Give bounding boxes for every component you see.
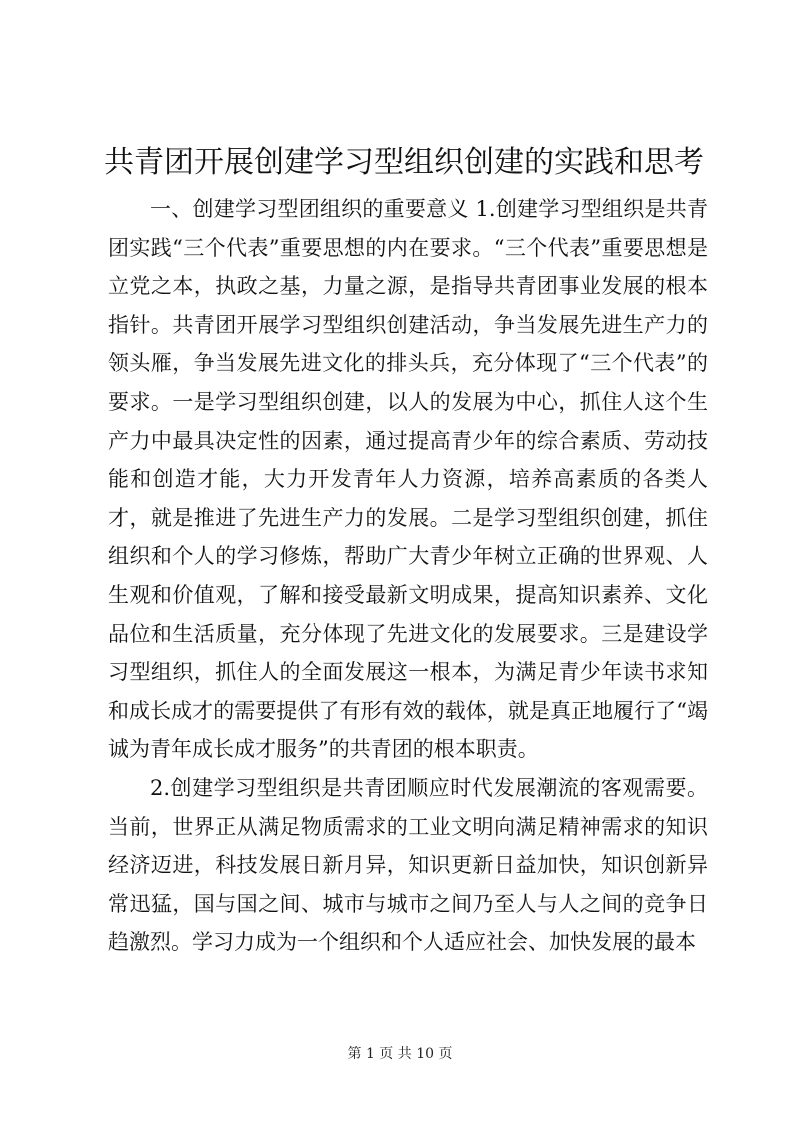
paragraph-1: 一、创建学习型团组织的重要意义 1.创建学习型组织是共青团实践“三个代表”重要思想的内在要求。“三个代表”重要思想是立党之本，执政之基，力量之源，是指导共青团事业发展的根本指针。共青团开展学习型组织创建活动，争当发展先进生产力的领头雁，争当发展先进文化的排头兵，充分体现了“三个代表”的要求。一是学习型组织创建，以人的发展为中心，抓住人这个生产力中最具决定性的因素，通过提高青少年的综合素质、劳动技能和创造才能，大力开发青年人力资源，培养高素质的各类人才，就是推进了先进生产力的发展。二是学习型组织创建，抓住组织和个人的学习修炼，帮助广大青少年树立正确的世界观、人生观和价值观，了解和接受最新文明成果，提高知识素养、文化品位和生活质量，充分体现了先进文化的发展要求。三是建设学习型组织，抓住人的全面发展这一根本，为满足青少年读书求知和成长成才的需要提供了有形有效的载体，就是真正地履行了“竭诚为青年成长成才服务”的共青团的根本职责。 xyxy=(108,197,708,762)
document-title: 共青团开展创建学习型组织创建的实践和思考 xyxy=(104,145,704,180)
page-number-footer: 第 1 页 共 10 页 xyxy=(347,1046,453,1062)
paragraph-2: 2.创建学习型组织是共青团顺应时代发展潮流的客观需要。当前，世界正从满足物质需求的工业文明向满足精神需求的知识经济迈进，科技发展日新月异，知识更新日益加快，知识创新异常迅猛，国与国之间、城市与城市之间乃至人与人之间的竞争日趋激烈。学习力成为一个组织和个人适应社会、加快发展的最本 xyxy=(108,775,708,955)
document-body xyxy=(108,190,708,962)
